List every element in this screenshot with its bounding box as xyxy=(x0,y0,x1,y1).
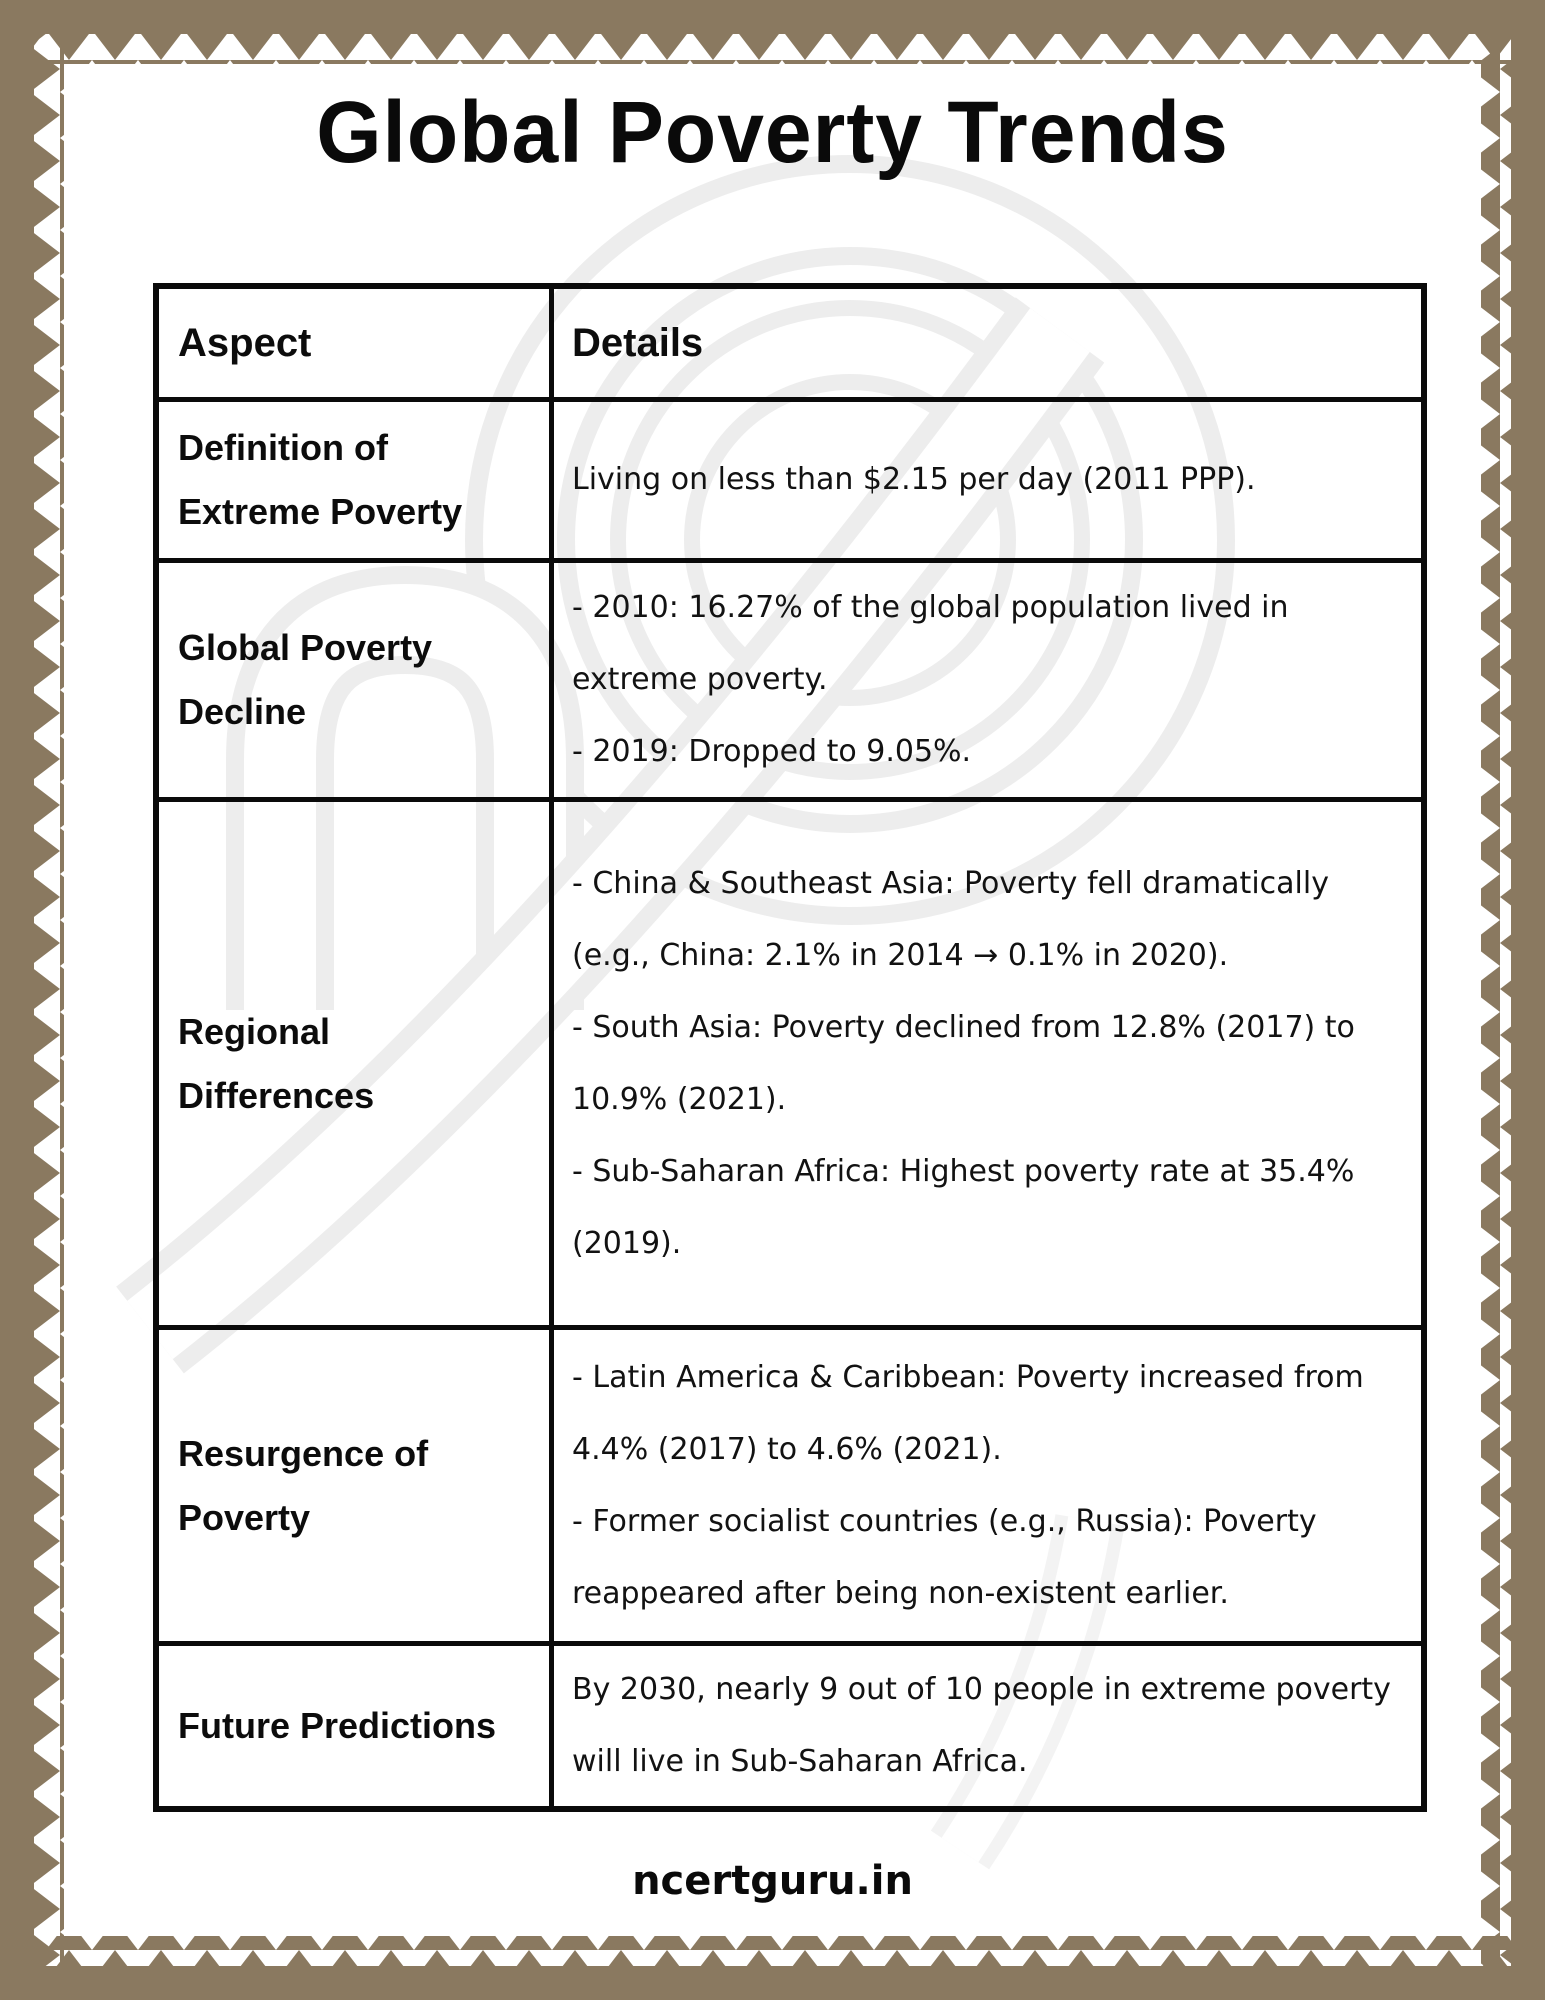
detail-line: - Latin America & Caribbean: Poverty increased from 4.4% (2017) to 4.6% (2021). xyxy=(572,1359,1364,1467)
footer-site-text: ncertguru.in xyxy=(632,1858,913,1904)
header-cell-aspect xyxy=(159,289,549,397)
details-cell-regional-differences xyxy=(549,797,1421,1325)
aspect-label: Regional Differences xyxy=(178,1010,375,1116)
detail-line: - Former socialist countries (e.g., Russia): Poverty reappeared after being non-existent earlier. xyxy=(572,1503,1317,1611)
details-cell-future-predictions xyxy=(549,1641,1421,1806)
aspect-label: Global Poverty Decline xyxy=(178,627,433,732)
header-cell-details xyxy=(549,289,1421,397)
aspect-label: Future Predictions xyxy=(178,1705,497,1746)
aspect-cell-future-predictions xyxy=(159,1641,549,1806)
page-title: Global Poverty Trends xyxy=(316,83,1229,181)
aspect-cell-global-decline xyxy=(159,558,549,797)
poverty-trends-table xyxy=(153,283,1427,1812)
details-cell-resurgence xyxy=(549,1325,1421,1641)
aspect-label: Definition of Extreme Poverty xyxy=(178,427,463,532)
detail-line: - Sub-Saharan Africa: Highest poverty rate at 35.4% (2019). xyxy=(572,1153,1355,1261)
aspect-cell-resurgence xyxy=(159,1325,549,1641)
header-details-label: Details xyxy=(572,321,704,365)
detail-line: - 2010: 16.27% of the global population lived in extreme poverty. xyxy=(572,590,1289,697)
detail-line: Living on less than $2.15 per day (2011 PPP). xyxy=(572,462,1256,497)
detail-line: - South Asia: Poverty declined from 12.8% (2017) to 10.9% (2021). xyxy=(572,1009,1355,1117)
detail-line: - 2019: Dropped to 9.05%. xyxy=(572,734,972,769)
aspect-cell-definition xyxy=(159,397,549,558)
details-cell-global-decline xyxy=(549,558,1421,797)
details-cell-definition xyxy=(549,397,1421,558)
aspect-label: Resurgence of Poverty xyxy=(178,1432,429,1538)
aspect-cell-regional-differences xyxy=(159,797,549,1325)
detail-line: - China & Southeast Asia: Poverty fell dramatically (e.g., China: 2.1% in 2014 → 0.1% in 2020). xyxy=(572,865,1329,973)
detail-line: By 2030, nearly 9 out of 10 people in extreme poverty will live in Sub-Saharan Africa. xyxy=(572,1672,1391,1779)
header-aspect-label: Aspect xyxy=(178,321,312,365)
